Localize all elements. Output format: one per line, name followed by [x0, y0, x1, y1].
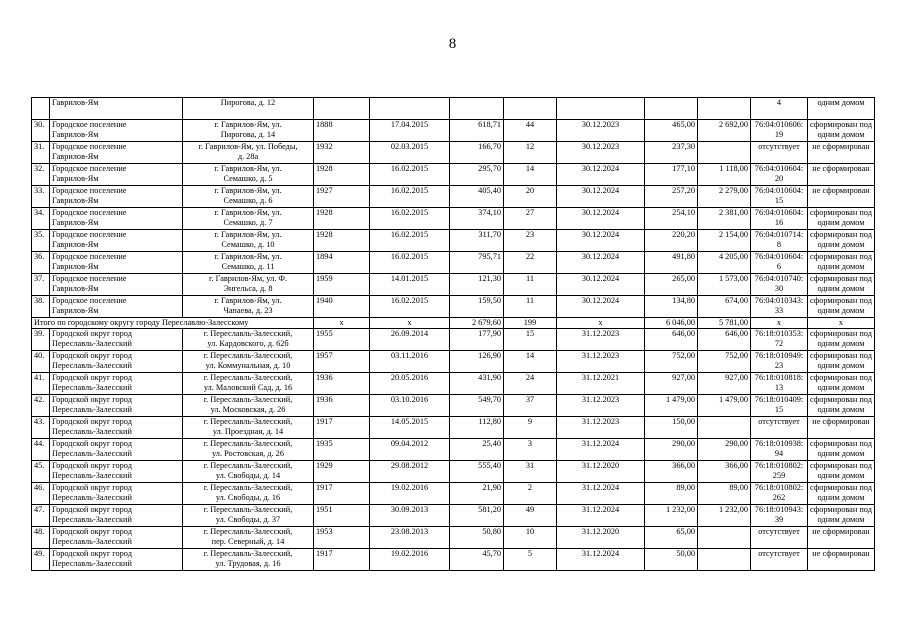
- table-row: [32, 120, 875, 142]
- cadastral-number-cell: отсутствует: [751, 549, 808, 571]
- total-row: [32, 318, 875, 329]
- cadastral-number-cell: 4: [751, 98, 808, 120]
- row-number: 47.: [32, 505, 50, 527]
- address-cell: г. Переславль-Залесский, ул. Ростовская, д. 26: [183, 439, 314, 461]
- cadastral-number-cell: 76:04:010343: 33: [751, 296, 808, 318]
- cadastral-number-cell: 76:04:010604: 20: [751, 164, 808, 186]
- cadastral-number-cell: 76:18:010949: 23: [751, 351, 808, 373]
- residents-cell: 44: [504, 120, 557, 142]
- cadastral-number-cell: 76:18:010943: 39: [751, 505, 808, 527]
- settlement-cell: Городское поселение Гаврилов-Ям: [50, 164, 183, 186]
- residents-cell: 22: [504, 252, 557, 274]
- area-cell: 581,20: [450, 505, 504, 527]
- table-row: [32, 461, 875, 483]
- residents-cell: 31: [504, 461, 557, 483]
- row-number: 42.: [32, 395, 50, 417]
- year-built-cell: 1928: [314, 230, 370, 252]
- residents-cell: 12: [504, 142, 557, 164]
- address-cell: г. Гаврилов-Ям, ул. Семашко, д. 5: [183, 164, 314, 186]
- row-number: 40.: [32, 351, 50, 373]
- planned-date-cell: 30.12.2024: [557, 186, 645, 208]
- address-cell: г. Переславль-Залесский, ул. Коммунальная, д. 10: [183, 351, 314, 373]
- amount-cell: 220,20: [645, 230, 698, 252]
- settlement-cell: Городской округ город Переславль-Залесский: [50, 439, 183, 461]
- recognition-date-cell: 02.03.2015: [370, 142, 450, 164]
- land-status-cell: сформирован под одним домом: [808, 230, 875, 252]
- residents-cell: 23: [504, 230, 557, 252]
- amount-cell: 50,00: [645, 549, 698, 571]
- land-status-cell: сформирован под одним домом: [808, 505, 875, 527]
- land-status-cell: не сформирован: [808, 549, 875, 571]
- table-row: [32, 417, 875, 439]
- row-number: 32.: [32, 164, 50, 186]
- recognition-date-cell: 16.02.2015: [370, 296, 450, 318]
- planned-date-cell: 31.12.2023: [557, 351, 645, 373]
- land-status-cell: сформирован под одним домом: [808, 461, 875, 483]
- residents-cell: 27: [504, 208, 557, 230]
- address-cell: г. Гаврилов-Ям, ул. Семашко, д. 10: [183, 230, 314, 252]
- table-row: [32, 142, 875, 164]
- table-row: [32, 439, 875, 461]
- address-cell: г. Гаврилов-Ям, ул. Семашко, д. 7: [183, 208, 314, 230]
- area-cell: 177,90: [450, 329, 504, 351]
- address-cell: г. Переславль-Залесский, ул. Трудовая, д. 16: [183, 549, 314, 571]
- recognition-date-cell: 16.02.2015: [370, 230, 450, 252]
- address-cell: г. Переславль-Залесский, ул. Маловский Сад, д. 16: [183, 373, 314, 395]
- housing-registry-table: [31, 97, 875, 571]
- area-cell: 795,71: [450, 252, 504, 274]
- amount-cell: 927,00: [645, 373, 698, 395]
- year-built-cell: 1955: [314, 329, 370, 351]
- recognition-date-cell: 30.09.2013: [370, 505, 450, 527]
- address-cell: г. Гаврилов-Ям, ул. Ф. Энгельса, д. 8: [183, 274, 314, 296]
- table-row: [32, 274, 875, 296]
- row-number: 43.: [32, 417, 50, 439]
- residents-cell: [504, 98, 557, 120]
- land-status-cell: сформирован под одним домом: [808, 439, 875, 461]
- planned-date-cell: 31.12.2021: [557, 373, 645, 395]
- cadastral-number-cell: 76:18:010818: 13: [751, 373, 808, 395]
- year-built-cell: 1953: [314, 527, 370, 549]
- table-row: [32, 373, 875, 395]
- row-number: 38.: [32, 296, 50, 318]
- settlement-cell: Городской округ город Переславль-Залесский: [50, 461, 183, 483]
- recognition-date-cell: 09.04.2012: [370, 439, 450, 461]
- total-amount: 6 046,00: [645, 318, 698, 329]
- area-cell: 21,90: [450, 483, 504, 505]
- cadastral-number-cell: отсутствует: [751, 417, 808, 439]
- amount-cell-2: [698, 142, 751, 164]
- settlement-cell: Городской округ город Переславль-Залесский: [50, 527, 183, 549]
- settlement-cell: Городской округ город Переславль-Залесский: [50, 549, 183, 571]
- planned-date-cell: 31.12.2024: [557, 483, 645, 505]
- land-status-cell: не сформирован: [808, 142, 875, 164]
- cadastral-number-cell: 76:04:010604: 15: [751, 186, 808, 208]
- table-row: [32, 351, 875, 373]
- row-number: 31.: [32, 142, 50, 164]
- amount-cell: 177,10: [645, 164, 698, 186]
- settlement-cell: Городской округ город Переславль-Залесский: [50, 505, 183, 527]
- amount-cell-2: 290,00: [698, 439, 751, 461]
- amount-cell: [645, 98, 698, 120]
- year-built-cell: 1932: [314, 142, 370, 164]
- residents-cell: 3: [504, 439, 557, 461]
- address-cell: г. Переславль-Залесский, ул. Проездная, д. 14: [183, 417, 314, 439]
- amount-cell-2: 646,00: [698, 329, 751, 351]
- table-row: [32, 395, 875, 417]
- address-cell: г. Переславль-Залесский, пер. Северный, д. 14: [183, 527, 314, 549]
- recognition-date-cell: 16.02.2015: [370, 252, 450, 274]
- year-built-cell: 1917: [314, 549, 370, 571]
- row-number: 37.: [32, 274, 50, 296]
- amount-cell-2: [698, 549, 751, 571]
- planned-date-cell: 31.12.2024: [557, 549, 645, 571]
- row-number: 36.: [32, 252, 50, 274]
- total-year: x: [314, 318, 370, 329]
- amount-cell-2: [698, 527, 751, 549]
- amount-cell: 265,00: [645, 274, 698, 296]
- settlement-cell: Городское поселение Гаврилов-Ям: [50, 252, 183, 274]
- cadastral-number-cell: 76:04:010714: 8: [751, 230, 808, 252]
- planned-date-cell: 31.12.2023: [557, 329, 645, 351]
- settlement-cell: Городской округ город Переславль-Залесский: [50, 417, 183, 439]
- land-status-cell: не сформирован: [808, 417, 875, 439]
- address-cell: г. Переславль-Залесский, ул. Московская, д. 26: [183, 395, 314, 417]
- recognition-date-cell: 14.01.2015: [370, 274, 450, 296]
- amount-cell-2: [698, 98, 751, 120]
- amount-cell-2: 674,00: [698, 296, 751, 318]
- cadastral-number-cell: 76:18:010938: 94: [751, 439, 808, 461]
- cadastral-number-cell: отсутствует: [751, 142, 808, 164]
- residents-cell: 24: [504, 373, 557, 395]
- recognition-date-cell: 16.02.2015: [370, 208, 450, 230]
- residents-cell: 10: [504, 527, 557, 549]
- land-status-cell: сформирован под одним домом: [808, 395, 875, 417]
- amount-cell-2: 89,00: [698, 483, 751, 505]
- recognition-date-cell: 19.02.2016: [370, 483, 450, 505]
- settlement-cell: Городской округ город Переславль-Залесский: [50, 351, 183, 373]
- area-cell: 295,70: [450, 164, 504, 186]
- amount-cell: 752,00: [645, 351, 698, 373]
- row-number: 34.: [32, 208, 50, 230]
- area-cell: 374,10: [450, 208, 504, 230]
- land-status-cell: сформирован под одним домом: [808, 252, 875, 274]
- row-number: 44.: [32, 439, 50, 461]
- address-cell: Пирогова, д. 12: [183, 98, 314, 120]
- cadastral-number-cell: 76:04:010604: 6: [751, 252, 808, 274]
- year-built-cell: 1959: [314, 274, 370, 296]
- amount-cell-2: 2 154,00: [698, 230, 751, 252]
- total-date: x: [370, 318, 450, 329]
- residents-cell: 37: [504, 395, 557, 417]
- row-number: 39.: [32, 329, 50, 351]
- amount-cell-2: 2 381,00: [698, 208, 751, 230]
- planned-date-cell: 31.12.2023: [557, 417, 645, 439]
- settlement-cell: Гаврилов-Ям: [50, 98, 183, 120]
- row-number: 48.: [32, 527, 50, 549]
- amount-cell: 257,20: [645, 186, 698, 208]
- cadastral-number-cell: 76:18:010802: 259: [751, 461, 808, 483]
- land-status-cell: не сформирован: [808, 164, 875, 186]
- year-built-cell: 1951: [314, 505, 370, 527]
- area-cell: 45,70: [450, 549, 504, 571]
- cadastral-number-cell: 76:18:010802: 262: [751, 483, 808, 505]
- amount-cell: 150,00: [645, 417, 698, 439]
- recognition-date-cell: 03.11.2016: [370, 351, 450, 373]
- land-status-cell: сформирован под одним домом: [808, 483, 875, 505]
- row-number: [32, 98, 50, 120]
- residents-cell: 11: [504, 274, 557, 296]
- address-cell: г. Гаврилов-Ям, ул. Чапаева, д. 23: [183, 296, 314, 318]
- area-cell: 405,40: [450, 186, 504, 208]
- planned-date-cell: 31.12.2024: [557, 439, 645, 461]
- recognition-date-cell: 23.08.2013: [370, 527, 450, 549]
- table-row: [32, 329, 875, 351]
- residents-cell: 14: [504, 351, 557, 373]
- total-amount-2: 5 781,00: [698, 318, 751, 329]
- registry-body: [32, 98, 875, 571]
- total-label: Итого по городскому округу городу Переславлю-Залесскому: [32, 318, 314, 329]
- total-status: x: [808, 318, 875, 329]
- year-built-cell: 1929: [314, 461, 370, 483]
- recognition-date-cell: 20.05.2016: [370, 373, 450, 395]
- planned-date-cell: 30.12.2024: [557, 296, 645, 318]
- amount-cell-2: 2 279,00: [698, 186, 751, 208]
- total-residents: 199: [504, 318, 557, 329]
- amount-cell-2: 366,00: [698, 461, 751, 483]
- land-status-cell: сформирован под одним домом: [808, 329, 875, 351]
- table-row: [32, 527, 875, 549]
- year-built-cell: 1894: [314, 252, 370, 274]
- residents-cell: 11: [504, 296, 557, 318]
- recognition-date-cell: 16.02.2015: [370, 164, 450, 186]
- row-number: 30.: [32, 120, 50, 142]
- residents-cell: 9: [504, 417, 557, 439]
- page-number: 8: [448, 36, 457, 52]
- amount-cell-2: 1 573,00: [698, 274, 751, 296]
- settlement-cell: Городской округ город Переславль-Залесский: [50, 329, 183, 351]
- year-built-cell: 1936: [314, 373, 370, 395]
- amount-cell: 65,00: [645, 527, 698, 549]
- amount-cell: 366,00: [645, 461, 698, 483]
- table-row: [32, 164, 875, 186]
- amount-cell-2: 1 118,00: [698, 164, 751, 186]
- amount-cell: 254,10: [645, 208, 698, 230]
- cadastral-number-cell: 76:18:010353: 72: [751, 329, 808, 351]
- planned-date-cell: 31.12.2023: [557, 395, 645, 417]
- year-built-cell: 1888: [314, 120, 370, 142]
- amount-cell: 290,00: [645, 439, 698, 461]
- table-row: [32, 549, 875, 571]
- area-cell: 555,40: [450, 461, 504, 483]
- land-status-cell: сформирован под одним домом: [808, 120, 875, 142]
- amount-cell: 237,30: [645, 142, 698, 164]
- residents-cell: 49: [504, 505, 557, 527]
- recognition-date-cell: 14.05.2015: [370, 417, 450, 439]
- planned-date-cell: [557, 98, 645, 120]
- address-cell: г. Переславль-Залесский, ул. Свободы, д. 37: [183, 505, 314, 527]
- planned-date-cell: 30.12.2024: [557, 208, 645, 230]
- recognition-date-cell: 29.08.2012: [370, 461, 450, 483]
- year-built-cell: 1957: [314, 351, 370, 373]
- planned-date-cell: 31.12.2024: [557, 505, 645, 527]
- area-cell: 126,90: [450, 351, 504, 373]
- amount-cell-2: 1 232,00: [698, 505, 751, 527]
- row-number: 33.: [32, 186, 50, 208]
- planned-date-cell: 30.12.2024: [557, 252, 645, 274]
- recognition-date-cell: 03.10.2016: [370, 395, 450, 417]
- settlement-cell: Городское поселение Гаврилов-Ям: [50, 120, 183, 142]
- planned-date-cell: 31.12.2020: [557, 461, 645, 483]
- address-cell: г. Гаврилов-Ям, ул. Семашко, д. 11: [183, 252, 314, 274]
- cadastral-number-cell: 76:04:010604: 16: [751, 208, 808, 230]
- area-cell: 159,50: [450, 296, 504, 318]
- amount-cell-2: 2 692,00: [698, 120, 751, 142]
- land-status-cell: сформирован под одним домом: [808, 208, 875, 230]
- total-planned-date: x: [557, 318, 645, 329]
- amount-cell-2: [698, 417, 751, 439]
- amount-cell-2: 4 205,00: [698, 252, 751, 274]
- area-cell: 112,80: [450, 417, 504, 439]
- row-number: 49.: [32, 549, 50, 571]
- cadastral-number-cell: 76:04:010740: 30: [751, 274, 808, 296]
- year-built-cell: 1927: [314, 186, 370, 208]
- area-cell: 311,70: [450, 230, 504, 252]
- settlement-cell: Городское поселение Гаврилов-Ям: [50, 230, 183, 252]
- address-cell: г. Переславль-Залесский, ул. Свободы, д. 16: [183, 483, 314, 505]
- amount-cell: 1 232,00: [645, 505, 698, 527]
- area-cell: [450, 98, 504, 120]
- settlement-cell: Городское поселение Гаврилов-Ям: [50, 186, 183, 208]
- row-number: 35.: [32, 230, 50, 252]
- planned-date-cell: 30.12.2023: [557, 120, 645, 142]
- amount-cell: 465,00: [645, 120, 698, 142]
- residents-cell: 20: [504, 186, 557, 208]
- table-row: [32, 208, 875, 230]
- recognition-date-cell: 17.04.2015: [370, 120, 450, 142]
- cadastral-number-cell: 76:04:010606: 19: [751, 120, 808, 142]
- residents-cell: 2: [504, 483, 557, 505]
- table-row: [32, 296, 875, 318]
- table-row: [32, 252, 875, 274]
- residents-cell: 14: [504, 164, 557, 186]
- amount-cell: 646,00: [645, 329, 698, 351]
- recognition-date-cell: [370, 98, 450, 120]
- area-cell: 25,40: [450, 439, 504, 461]
- settlement-cell: Городской округ город Переславль-Залесский: [50, 483, 183, 505]
- settlement-cell: Городское поселение Гаврилов-Ям: [50, 208, 183, 230]
- cadastral-number-cell: отсутствует: [751, 527, 808, 549]
- land-status-cell: не сформирован: [808, 527, 875, 549]
- land-status-cell: сформирован под одним домом: [808, 274, 875, 296]
- table-row: [32, 98, 875, 120]
- planned-date-cell: 30.12.2024: [557, 274, 645, 296]
- year-built-cell: [314, 98, 370, 120]
- address-cell: г. Гаврилов-Ям, ул. Победы, д. 28а: [183, 142, 314, 164]
- area-cell: 50,80: [450, 527, 504, 549]
- planned-date-cell: 30.12.2023: [557, 142, 645, 164]
- amount-cell-2: 752,00: [698, 351, 751, 373]
- settlement-cell: Городское поселение Гаврилов-Ям: [50, 142, 183, 164]
- land-status-cell: сформирован под одним домом: [808, 351, 875, 373]
- row-number: 41.: [32, 373, 50, 395]
- recognition-date-cell: 26.09.2014: [370, 329, 450, 351]
- table-row: [32, 186, 875, 208]
- table-row: [32, 483, 875, 505]
- amount-cell: 134,80: [645, 296, 698, 318]
- area-cell: 618,71: [450, 120, 504, 142]
- address-cell: г. Переславль-Залесский, ул. Кардовского, д. 62б: [183, 329, 314, 351]
- total-cadastral: x: [751, 318, 808, 329]
- settlement-cell: Городской округ город Переславль-Залесский: [50, 395, 183, 417]
- table-row: [32, 505, 875, 527]
- area-cell: 549,70: [450, 395, 504, 417]
- settlement-cell: Городское поселение Гаврилов-Ям: [50, 296, 183, 318]
- settlement-cell: Городское поселение Гаврилов-Ям: [50, 274, 183, 296]
- year-built-cell: 1940: [314, 296, 370, 318]
- land-status-cell: сформирован под одним домом: [808, 373, 875, 395]
- year-built-cell: 1917: [314, 483, 370, 505]
- land-status-cell: сформирован под одним домом: [808, 296, 875, 318]
- area-cell: 431,90: [450, 373, 504, 395]
- recognition-date-cell: 16.02.2015: [370, 186, 450, 208]
- year-built-cell: 1935: [314, 439, 370, 461]
- total-area: 2 679,60: [450, 318, 504, 329]
- planned-date-cell: 31.12.2020: [557, 527, 645, 549]
- residents-cell: 5: [504, 549, 557, 571]
- cadastral-number-cell: 76:18:010409: 15: [751, 395, 808, 417]
- year-built-cell: 1928: [314, 164, 370, 186]
- amount-cell-2: 927,00: [698, 373, 751, 395]
- amount-cell: 89,00: [645, 483, 698, 505]
- amount-cell-2: 1 479,00: [698, 395, 751, 417]
- year-built-cell: 1917: [314, 417, 370, 439]
- year-built-cell: 1936: [314, 395, 370, 417]
- planned-date-cell: 30.12.2024: [557, 230, 645, 252]
- row-number: 45.: [32, 461, 50, 483]
- year-built-cell: 1928: [314, 208, 370, 230]
- table-row: [32, 230, 875, 252]
- land-status-cell: одним домом: [808, 98, 875, 120]
- amount-cell: 491,80: [645, 252, 698, 274]
- recognition-date-cell: 19.02.2016: [370, 549, 450, 571]
- settlement-cell: Городской округ город Переславль-Залесский: [50, 373, 183, 395]
- residents-cell: 15: [504, 329, 557, 351]
- planned-date-cell: 30.12.2024: [557, 164, 645, 186]
- address-cell: г. Гаврилов-Ям, ул. Пирогова, д. 14: [183, 120, 314, 142]
- amount-cell: 1 479,00: [645, 395, 698, 417]
- area-cell: 121,30: [450, 274, 504, 296]
- land-status-cell: не сформирован: [808, 186, 875, 208]
- address-cell: г. Гаврилов-Ям, ул. Семашко, д. 6: [183, 186, 314, 208]
- address-cell: г. Переславль-Залесский, ул. Свободы, д. 14: [183, 461, 314, 483]
- area-cell: 166,70: [450, 142, 504, 164]
- row-number: 46.: [32, 483, 50, 505]
